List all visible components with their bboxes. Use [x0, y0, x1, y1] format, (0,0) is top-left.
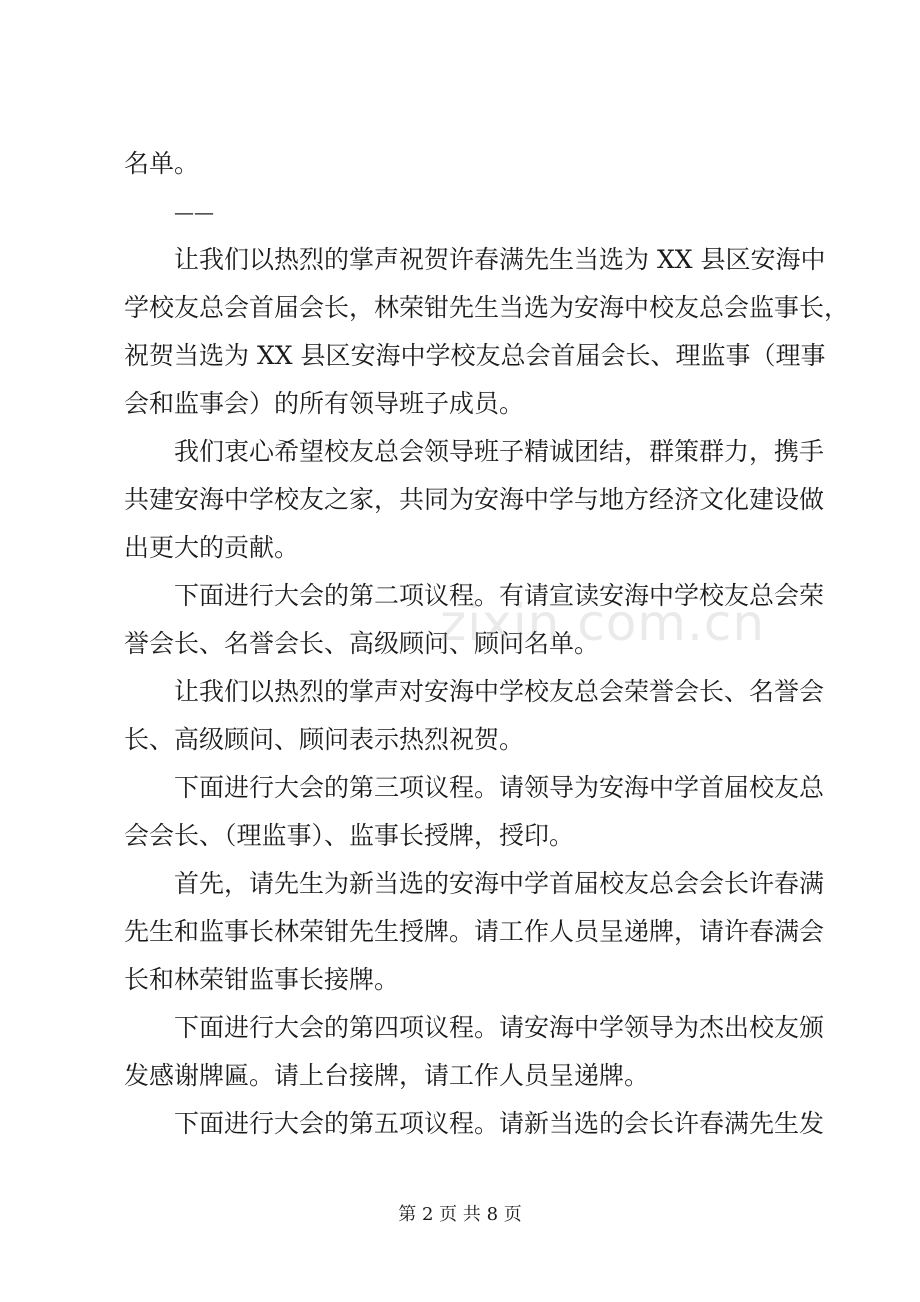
text-line-17: 先生和监事长林荣钳先生授牌。请工作人员呈递牌，请许春满会: [124, 917, 825, 946]
text-line-19: 下面进行大会的第四项议程。请安海中学领导为杰出校友颁: [174, 1013, 825, 1042]
page-number-footer: 第 2 页 共 8 页: [398, 1204, 522, 1225]
text-line-16: 首先，请先生为新当选的安海中学首届校友总会会长许春满: [174, 869, 825, 898]
text-line-10: 下面进行大会的第二项议程。有请宣读安海中学校友总会荣: [174, 581, 825, 610]
text-line-8: 共建安海中学校友之家，共同为安海中学与地方经济文化建设做: [124, 485, 825, 514]
text-line-21: 下面进行大会的第五项议程。请新当选的会长许春满先生发: [174, 1109, 825, 1138]
watermark: zixin.com.cn: [440, 594, 766, 652]
text-line-13: 长、高级顾问、顾问表示热烈祝贺。: [124, 725, 525, 754]
text-line-1: 名单。: [124, 149, 200, 178]
text-line-12: 让我们以热烈的掌声对安海中学校友总会荣誉会长、名誉会: [174, 677, 825, 706]
text-line-20: 发感谢牌匾。请上台接牌，请工作人员呈递牌。: [124, 1061, 650, 1090]
text-line-6: 会和监事会）的所有领导班子成员。: [124, 389, 525, 418]
text-line-9: 出更大的贡献。: [124, 533, 300, 562]
text-line-5: 祝贺当选为 XX 县区安海中学校友总会首届会长、理监事（理事: [124, 341, 826, 370]
text-line-4: 学校友总会首届会长，林荣钳先生当选为安海中校友总会监事长，: [124, 293, 850, 322]
text-line-18: 长和林荣钳监事长接牌。: [124, 965, 400, 994]
text-line-14: 下面进行大会的第三项议程。请领导为安海中学首届校友总: [174, 773, 825, 802]
text-line-7: 我们衷心希望校友总会领导班子精诚团结，群策群力，携手: [174, 437, 825, 466]
text-line-3: 让我们以热烈的掌声祝贺许春满先生当选为 XX 县区安海中: [174, 245, 826, 274]
separator-dash: ——: [174, 200, 214, 224]
document-body: [124, 140, 850, 1148]
text-line-15: 会会长、（理监事）、监事长授牌，授印。: [124, 821, 575, 850]
text-line-11: 誉会长、名誉会长、高级顾问、顾问名单。: [124, 629, 600, 658]
